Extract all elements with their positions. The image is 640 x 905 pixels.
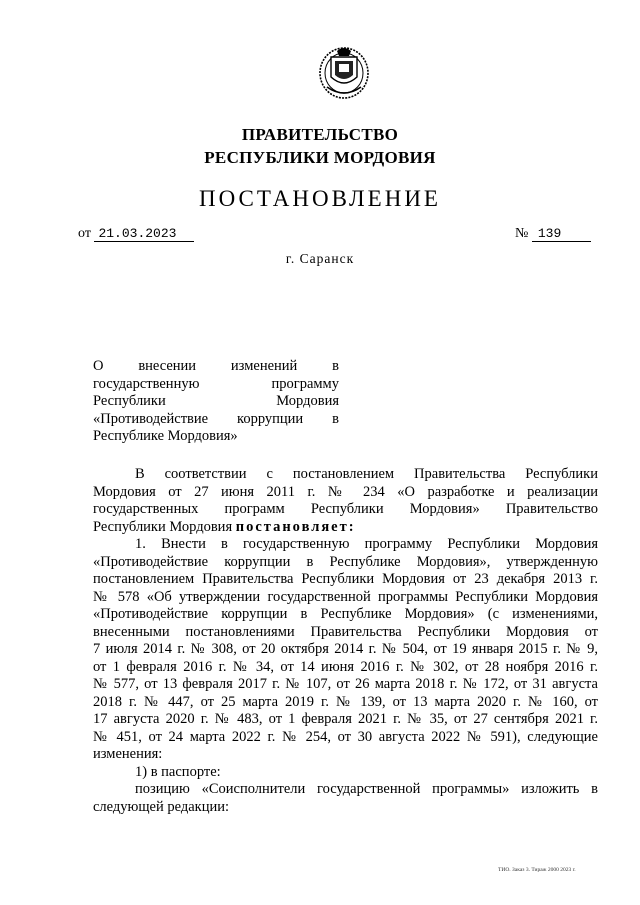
position-line: позицию «Соисполнители государственной программы» изложить в xyxy=(135,781,598,797)
document-date: 21.03.2023 xyxy=(94,226,194,242)
body-line: В соответствии с постановлением Правительства Республики xyxy=(135,466,598,482)
subject-line: Республики Мордовия xyxy=(93,393,339,409)
coat-of-arms-emblem xyxy=(317,43,371,101)
organization-name-line2: РЕСПУБЛИКИ МОРДОВИЯ xyxy=(204,148,436,167)
decree-word: постановляет: xyxy=(235,518,356,535)
item-line: «Противодействие коррупции в Республике Мордовия», утвержденную xyxy=(93,553,598,570)
item-line: 7 июля 2014 г. № 308, от 20 октября 2014 г. № 504, от 19 января 2015 г. № 9, xyxy=(93,641,598,657)
item-line: от 1 февраля 2016 г. № 34, от 14 июня 2016 г. № 302, от 28 ноября 2016 г. xyxy=(93,658,598,675)
document-number: 139 xyxy=(532,226,591,242)
item-line: 17 августа 2020 г. № 483, от 1 февраля 2021 г. № 35, от 27 сентября 2021 г. xyxy=(93,711,598,727)
body-line-prefix: Республики Мордовия xyxy=(93,518,233,535)
item-line: постановлением Правительства Республики Мордовия от 23 декабря 2013 г. xyxy=(93,571,598,587)
item-line: № 451, от 24 марта 2022 г. № 254, от 30 августа 2022 № 591), следующие xyxy=(93,728,598,745)
item-line: 1. Внести в государственную программу Республики Мордовия xyxy=(135,536,598,552)
subject-line: Республике Мордовия» xyxy=(93,428,238,444)
body-line: Мордовия от 27 июня 2011 г. № 234 «О разработке и реализации xyxy=(93,483,598,500)
coat-of-arms-of-mordovia-emblem xyxy=(317,43,371,101)
item-line: 2018 г. № 447, от 25 марта 2019 г. № 139, от 13 марта 2020 г. № 160, от xyxy=(93,693,598,710)
subject-line: государственную программу xyxy=(93,375,339,392)
subject-line: «Противодействие коррупции в xyxy=(93,410,339,427)
organization-name-line1: ПРАВИТЕЛЬСТВО xyxy=(241,125,399,144)
city-line: г. Саранск xyxy=(285,251,355,266)
document-subject xyxy=(93,358,339,446)
print-footer: ТИО. Заказ 3. Тираж 2000 2023 г. xyxy=(498,867,576,873)
body-line: государственных программ Республики Мордовия» Правительство xyxy=(93,501,598,517)
date-line xyxy=(78,226,194,242)
subitem-line: 1) в паспорте: xyxy=(135,763,221,780)
item-line: внесенными постановлениями Правительства Республики Мордовия от xyxy=(93,623,598,640)
number-line xyxy=(515,226,591,242)
document-body xyxy=(93,466,598,816)
number-prefix: № xyxy=(515,226,529,241)
date-prefix: от xyxy=(78,226,91,241)
item-line: изменения: xyxy=(93,746,163,762)
subject-line: О внесении изменений в xyxy=(93,358,339,374)
document-type-title: ПОСТАНОВЛЕНИЕ xyxy=(199,186,441,211)
item-line: № 577, от 13 февраля 2017 г. № 107, от 26 марта 2018 г. № 172, от 31 августа xyxy=(93,676,598,692)
body-line xyxy=(93,519,598,537)
item-line: «Противодействие коррупции в Республике Мордовия» (с изменениями, xyxy=(93,606,598,622)
item-line: № 578 «Об утверждении государственной программы Республики Мордовия xyxy=(93,588,598,605)
position-line: следующей редакции: xyxy=(93,798,230,815)
